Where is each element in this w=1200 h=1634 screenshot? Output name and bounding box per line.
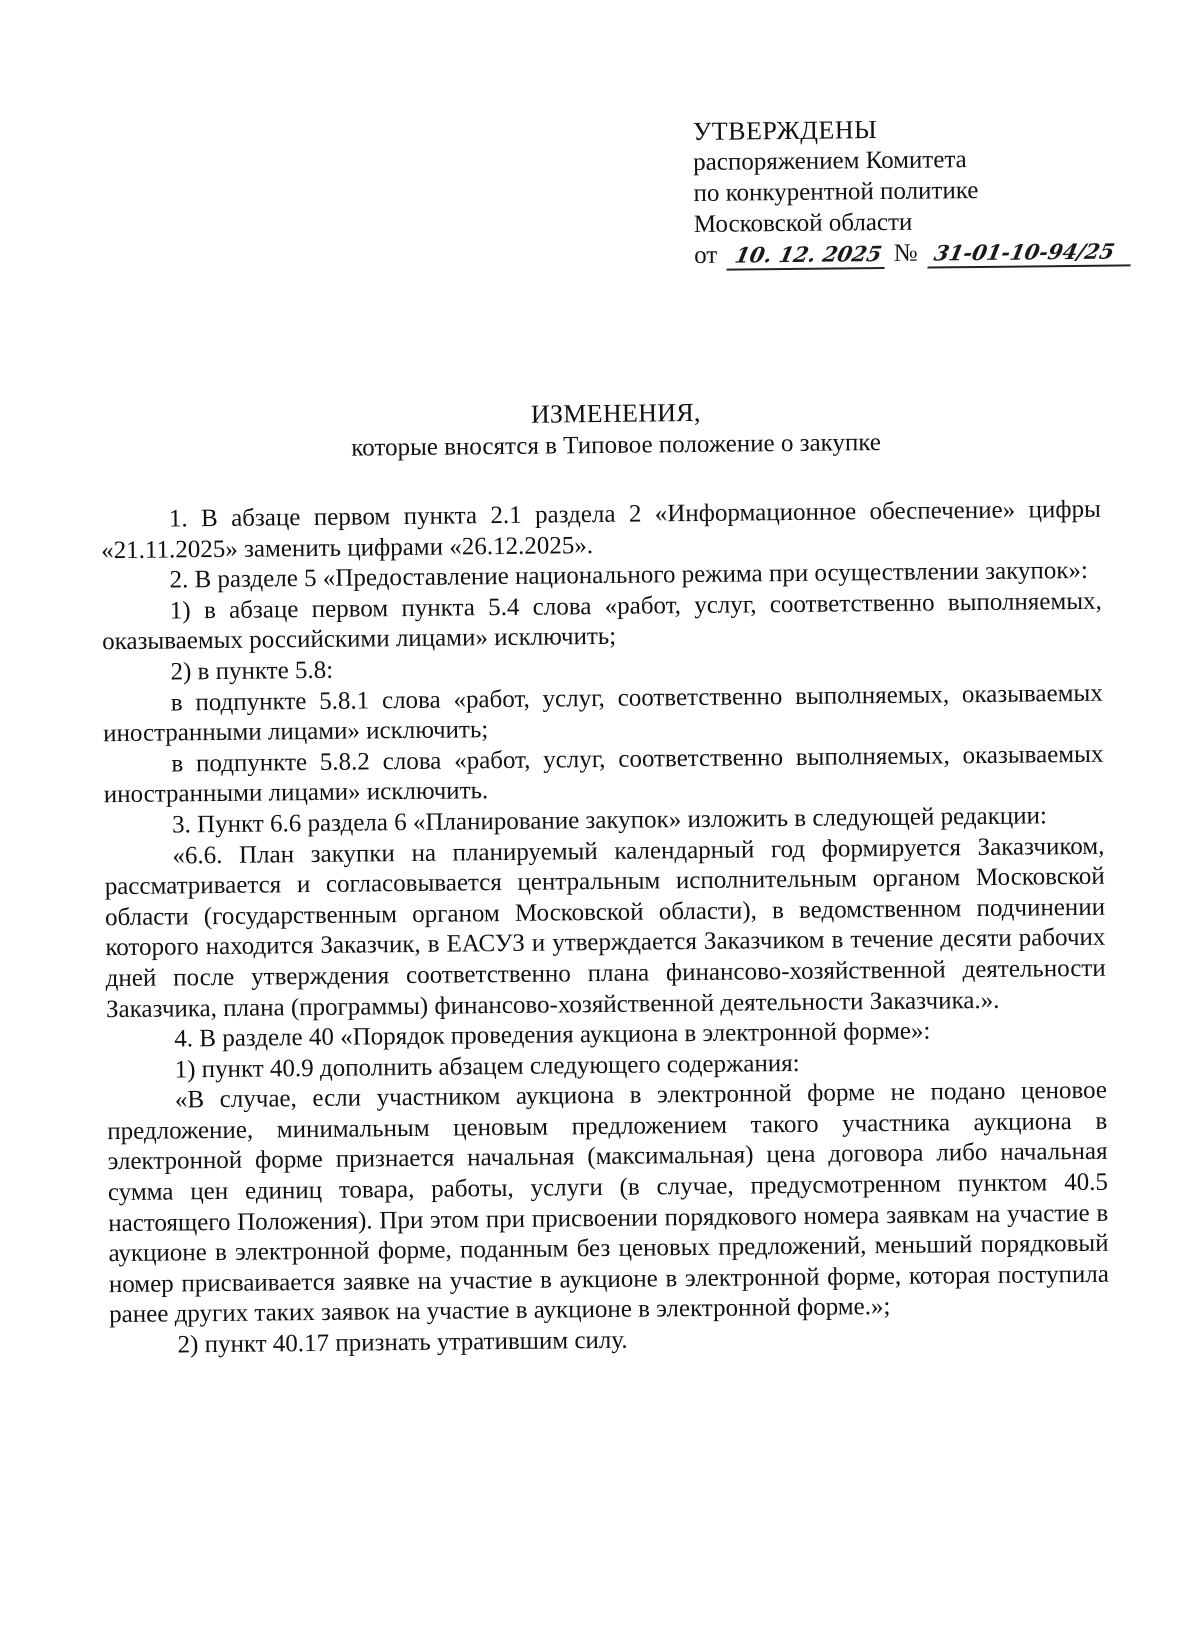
paragraph: 1) пункт 40.9 дополнить абзацем следующего содержания: <box>174 1049 800 1084</box>
approval-line-2: по конкурентной политике <box>693 177 979 207</box>
paragraph: 2) пункт 40.17 признать утратившим силу. <box>177 1326 628 1359</box>
paragraph: 1. В абзаце первом пункта 2.1 раздела 2 «Информационное обеспечение» цифры «21.11.2025» заменить цифрами «26.12.2025». <box>101 495 1101 564</box>
number-label: № <box>893 239 918 267</box>
paragraph: «В случае, если участником аукциона в электронной форме не подано ценовое предложение, минимальным ценовым предложением такого участника аукциона в электронной форме признается начальная (максимальная) цена договора либо начальная сумма цен единиц товара, работы, услуги (в случае, предусмотренном пунктом 40.5 настоящего Положения). При этом при присвоении порядкового номера заявкам на участие в аукционе в электронной форме, поданным без ценовых предложений, меньший порядковый номер присваивается заявке на участие в аукционе в электронной форме, которая поступила ранее других таких заявок на участие в аукционе в электронной форме.»; <box>107 1076 1109 1329</box>
approval-line-1: распоряжением Комитета <box>693 146 967 176</box>
document-title <box>116 393 1117 466</box>
paragraph: в подпункте 5.8.2 слова «работ, услуг, соответственно выполняемых, оказываемых иностранными лицами» исключить. <box>103 740 1104 809</box>
paragraph: 2. В разделе 5 «Предоставление национального режима при осуществлении закупок»: <box>169 557 1089 594</box>
paragraph: в подпункте 5.8.1 слова «работ, услуг, соответственно выполняемых, оказываемых иностранными лицами» исключить; <box>102 679 1103 748</box>
approval-block <box>693 111 1135 271</box>
paragraph: «6.6. План закупки на планируемый календарный год формируется Заказчиком, рассматривается и согласовывается центральным исполнительным органом Московской области (государственным органом Московской области), в ведомственном подчинении которого находится Заказчик, в ЕАСУЗ и утверждается Заказчиком в течение десяти рабочих дней после утверждения соответственно плана финансово-хозяйственной деятельности Заказчика, плана (программы) финансово-хозяйственной деятельности Заказчика.». <box>104 832 1106 1023</box>
title-subtitle: которые вносятся в Типовое положение о закупке <box>351 429 882 462</box>
handwritten-number: 31-01-10-94/25 <box>927 238 1136 268</box>
approval-date-number-line <box>694 235 1134 271</box>
paragraph: 4. В разделе 40 «Порядок проведения аукциона в электронной форме»: <box>174 1017 931 1053</box>
approval-heading: УТВЕРЖДЕНЫ <box>692 115 878 146</box>
paragraph: 1) в абзаце первом пункта 5.4 слова «работ, услуг, соответственно выполняемых, оказываемых российскими лицами» исключить; <box>102 587 1102 656</box>
handwritten-date: 10. 12. 2025 <box>727 241 891 271</box>
document-body <box>101 495 1110 1362</box>
approval-line-3: Московской области <box>693 208 913 238</box>
paragraph: 2) в пункте 5.8: <box>170 656 334 686</box>
title-main: ИЗМЕНЕНИЯ, <box>530 397 701 429</box>
paragraph: 3. Пункт 6.6 раздела 6 «Планирование закупок» изложить в следующей редакции: <box>171 802 1048 839</box>
from-label: от <box>694 241 718 269</box>
